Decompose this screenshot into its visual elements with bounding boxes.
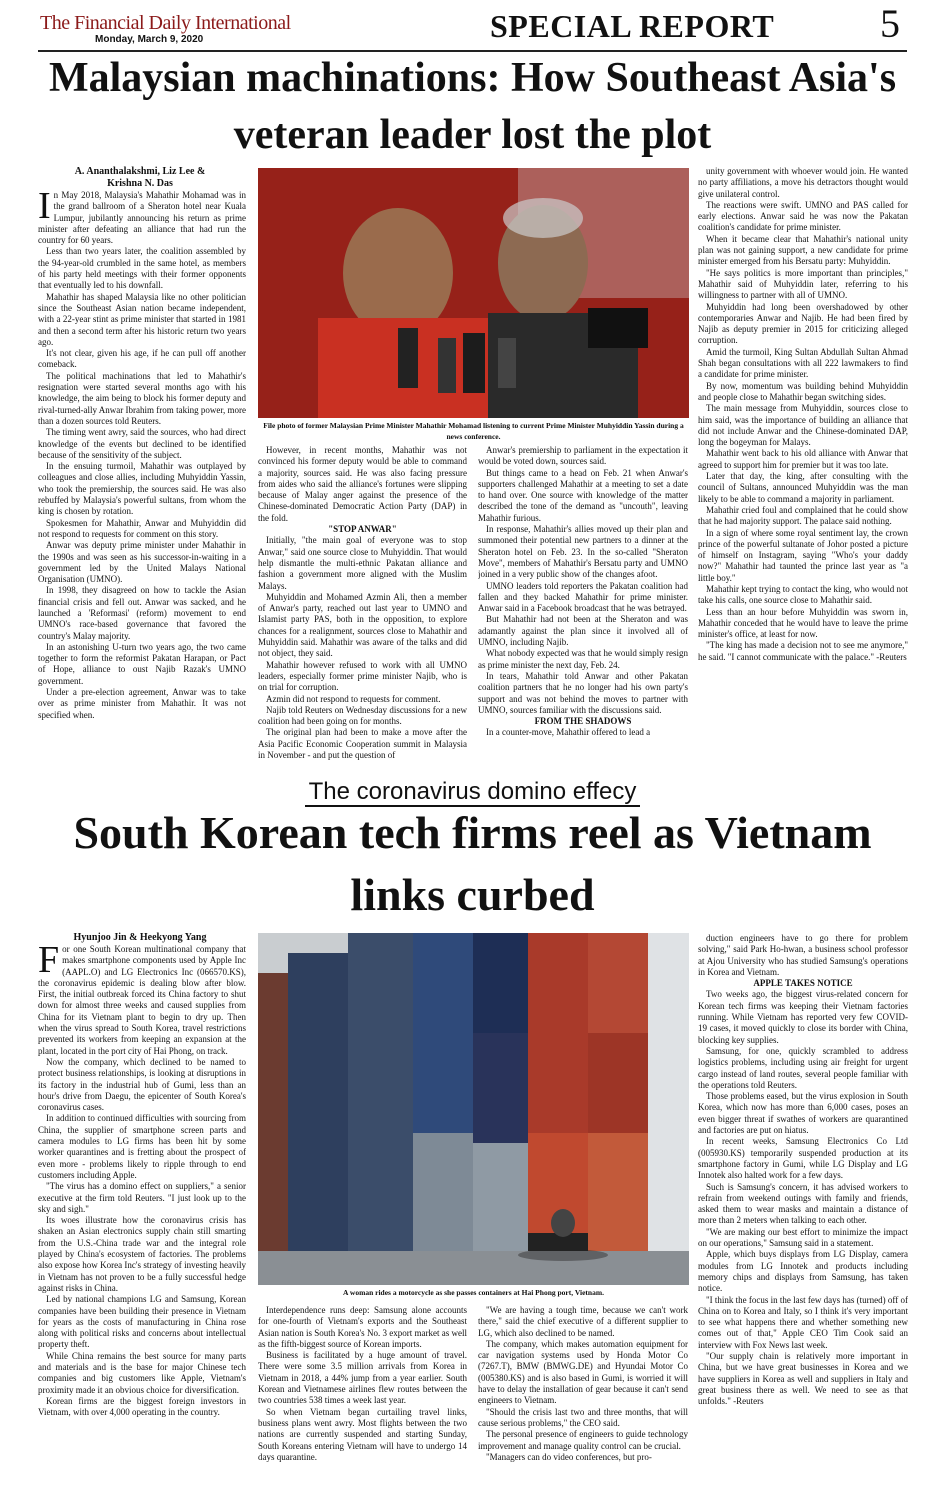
paragraph: In response, Mahathir's allies moved up their plan and summoned their potential new partners to a dinner at the Sheraton hotel on Feb. 23. In the so-called "Sheraton Move", members of Mahathir's Bersatu party and UMNO joined in a very public show of the changes afoot. bbox=[478, 524, 688, 580]
paragraph: Mahathir has shaped Malaysia like no other politician since the Southeast Asian nation became independent, with a 22-year stint as prime minister that started in 1981 and then a second term after his historic return two years ago. bbox=[38, 291, 246, 347]
story1-photo bbox=[258, 168, 689, 418]
paragraph: Samsung, for one, quickly scrambled to address logistics problems, including using air freight for urgent cargo instead of land routes, several people familiar with the operations told Reuters. bbox=[698, 1045, 908, 1090]
story1-photo-image bbox=[258, 168, 689, 418]
paragraph: Mahathir went back to his old alliance with Anwar that agreed to support him for premier but it was too late. bbox=[698, 448, 908, 470]
paragraph: Its woes illustrate how the coronavirus crisis has shaken an Asian electronics supply chain still smarting from the U.S.-China trade war and the integral role played by China's ecosystem of factories. The problems also expose how Korea Inc's strategy of investing heavily in Vietnam has not proven to be a fully successful hedge against risks in China. bbox=[38, 1215, 246, 1293]
masthead-name: The Financial Daily International bbox=[40, 12, 291, 34]
paragraph: Initially, "the main goal of everyone was to stop Anwar," said one source close to Muhyiddin. That would help dismantle the multi-ethnic Pakatan alliance and fashion a government more aligned with the Muslim Malays. bbox=[258, 535, 467, 591]
paragraph: In addition to continued difficulties with sourcing from China, the supplier of smartphone screen parts and camera modules to LG firms has been hit by some worker quarantines and is fretting about the prospect of even more - problems likely to ripple through to end customers including Apple. bbox=[38, 1113, 246, 1180]
paragraph: "Our supply chain is relatively more important in China, but we have great businesses in Korea and we have suppliers in Korea as well and suppliers in Italy and great business there as well. We need to see as that unfolds." -Reuters bbox=[698, 1350, 908, 1407]
story1-dropcap: I bbox=[38, 190, 51, 227]
story2-byline: Hyunjoo Jin & Heekyong Yang bbox=[73, 932, 207, 943]
paragraph: Two weeks ago, the biggest virus-related concern for Korean tech firms was keeping their Vietnam factories running. While Vietnam has reported very few COVID-19 cases, it moved quickly to close its border with China, blocking key supplies. bbox=[698, 989, 908, 1045]
paragraph: It's not clear, given his age, if he can pull off another comeback. bbox=[38, 348, 246, 370]
paragraph: In recent weeks, Samsung Electronics Co Ltd (005930.KS) temporarily suspended production at its smartphone factory in Gumi, while LG Display and LG Innotek also halted work for a few days. bbox=[698, 1136, 908, 1181]
paragraph: Anwar was deputy prime minister under Mahathir in the 1990s and was seen as his successor-in-waiting in a government led by the United Malays National Organisation (UMNO). bbox=[38, 540, 246, 585]
story2-dropcap: F bbox=[38, 944, 60, 981]
paragraph: "The king has made a decision not to see me anymore," he said. "I cannot communicate with the palace." -Reuters bbox=[698, 640, 908, 662]
story2-column-3-body bbox=[478, 1305, 688, 1463]
paragraph: But Mahathir had not been at the Sheraton and was adamantly against the plan since it involved all of UMNO, including Najib. bbox=[478, 614, 688, 648]
story2-column-2-body bbox=[258, 1305, 467, 1463]
paragraph: But things came to a head on Feb. 21 when Anwar's supporters challenged Mahathir at a meeting to set a date to hand over. One source with knowledge of the matter described the tone of the demand as "uncouth", leaving Mahathir furious. bbox=[478, 467, 688, 523]
story2-column-1 bbox=[38, 944, 246, 1496]
story1-column-3-body bbox=[478, 445, 688, 739]
paragraph: "STOP ANWAR" bbox=[328, 524, 397, 535]
paragraph: In a counter-move, Mahathir offered to lead a bbox=[486, 727, 651, 738]
paragraph: Mahathir however refused to work with all UMNO leaders, especially former prime minister Najib, who is on trial for corruption. bbox=[258, 659, 467, 693]
paragraph: Spokesmen for Mahathir, Anwar and Muhyiddin did not respond to requests for comment on this story. bbox=[38, 517, 246, 539]
paragraph: The reactions were swift. UMNO and PAS called for early elections. Anwar said he was now the Pakatan coalition's candidate for prime minister. bbox=[698, 199, 908, 233]
story2-column-2 bbox=[258, 1305, 467, 1497]
story1-headline: Malaysian machinations: How Southeast Asia's veteran leader lost the plot bbox=[48, 55, 897, 158]
paragraph: Muhyiddin had long been overshadowed by other contemporaries Anwar and Najib. He had been fired by Najib as deputy premier in 2015 for criticizing alleged corruption. bbox=[698, 301, 908, 346]
paragraph: Later that day, the king, after consulting with the council of Sultans, announced Muhyiddin was the man likely to be able to command a majority in parliament. bbox=[698, 471, 908, 504]
story1-column-4-body bbox=[698, 166, 908, 663]
paragraph: UMNO leaders told reporters the Pakatan coalition had fallen and they backed Mahathir for prime minister. Anwar said in a Facebook broadcast that he was betrayed. bbox=[478, 580, 688, 614]
paragraph: The original plan had been to make a move after the Asia Pacific Economic Cooperation summit in Malaysia in November - and put the question of bbox=[258, 727, 467, 761]
paragraph: "I think the focus in the last few days has (turned) off of China on to Korea and Italy, so I think it's very important to see what happens there and whether something new comes out of that," Apple CEO Tim Cook said an interview with Fox News last week. bbox=[698, 1294, 908, 1350]
story2-headline: South Korean tech firms reel as Vietnam links curbed bbox=[73, 807, 872, 920]
paragraph: By now, momentum was building behind Muhyiddin and people close to Mahathir began switching sides. bbox=[698, 380, 908, 402]
paragraph: Azmin did not respond to requests for comment. bbox=[266, 693, 441, 704]
paragraph: The main message from Muhyiddin, sources close to him said, was the importance of building an alliance that did not include Anwar and the Chinese-dominated DAP, long the bogeyman for Malays. bbox=[698, 403, 908, 448]
paragraph: or one South Korean multinational company that makes smartphone components used by Apple Inc (AAPL.O) and LG Electronics Inc (066570.KS), the coronavirus epidemic is dealing blow after blow. First, the initial outbreak forced its China factory to shut down for almost three weeks and caused supplies from China for its Vietnam plant to begin to dry up. Then when the virus spread to South Korea, travel restrictions prevented its workers from keeping an expansion at the plant, located in the port city of Hai Phong, on track. bbox=[38, 944, 246, 1056]
paragraph: Amid the turmoil, King Sultan Abdullah Sultan Ahmad Shah began consultations with all 222 lawmakers to find a candidate for prime minister. bbox=[698, 346, 908, 380]
paragraph: In a sign of where some royal sentiment lay, the crown prince of the powerful sultanate of Johor posted a picture of himself on Instagram, saying "Who's your daddy now?" Mahathir had taunted the prince last year as "a little boy." bbox=[698, 527, 908, 583]
paragraph: What nobody expected was that he would simply resign as prime minister the next day, Feb. 24. bbox=[478, 648, 688, 670]
paragraph: So when Vietnam began curtailing travel links, business plans went awry. Most flights between the two nations are currently suspended and starting Sunday, South Koreans entering Vietnam will have to undergo 14 days quarantine. bbox=[258, 1406, 467, 1462]
paragraph: In 1998, they disagreed on how to tackle the Asian financial crisis and fell out. Anwar was sacked, and he launched a 'Reformasi' (reform) movement to end UMNO's race-based governance that favored the country's Malay majority. bbox=[38, 585, 246, 641]
paragraph: The political machinations that led to Mahathir's resignation were started several months ago with his knowledge, the aim being to block his former deputy and rival-turned-ally Anwar Ibrahim from taking power, more than a dozen sources told Reuters. bbox=[38, 370, 246, 426]
story1-column-1 bbox=[38, 190, 246, 770]
story1-column-3 bbox=[478, 445, 688, 770]
paragraph: FROM THE SHADOWS bbox=[534, 716, 632, 727]
story2-column-3 bbox=[478, 1305, 688, 1497]
paragraph: Those problems eased, but the virus explosion in South Korea, which now has more than 6,000 cases, poses an even bigger threat if swathes of workers are quarantined and factories are put on hiatus. bbox=[698, 1091, 908, 1136]
story2-column-4 bbox=[698, 933, 908, 1497]
story1-column-2-body bbox=[258, 445, 467, 761]
story1-column-2 bbox=[258, 445, 467, 770]
paragraph: Led by national champions LG and Samsung, Korean companies have been building their presence in Vietnam for years as the costs of manufacturing in China rose along with political risks and concerns about intellectual property theft. bbox=[38, 1294, 246, 1350]
paragraph: duction engineers have to go there for problem solving," said Park Ho-hwan, a business school professor at Ajou University who has studied Samsung's operations in Korea and Vietnam. bbox=[698, 933, 908, 977]
paragraph: Mahathir kept trying to contact the king, who would not take his calls, one source close to Mahathir said. bbox=[698, 583, 908, 606]
paragraph: Najib told Reuters on Wednesday discussions for a new coalition had been going on for months. bbox=[258, 704, 467, 727]
paragraph: Korean firms are the biggest foreign investors in Vietnam, with over 4,000 operating in the country. bbox=[38, 1395, 246, 1418]
paragraph: "The virus has a domino effect on suppliers," a senior executive at the firm told Reuters. "I just look up to the sky and sigh." bbox=[38, 1181, 246, 1214]
paragraph: n May 2018, Malaysia's Mahathir Mohamad was in the grand ballroom of a Sheraton hotel near Kuala Lumpur, jubilantly announcing his return as prime minister after defeating an alliance that had run the country for 60 years. bbox=[38, 190, 246, 246]
story2-photo-caption: A woman rides a motorcycle as she passes containers at Hai Phong port, Vietnam. bbox=[343, 1288, 604, 1297]
story2-column-1-body bbox=[38, 944, 246, 1418]
paragraph: Now the company, which declined to be named to protect business relationships, is looking at disruptions in its factory in the industrial hub of Gumi, less than an hour's drive from Daegu, the epicenter of South Korea's coronavirus cases. bbox=[38, 1056, 246, 1113]
story1-column-1-body bbox=[38, 190, 246, 721]
paragraph: The company, which makes automation equipment for car navigation systems used by Honda Motor Co (7267.T), BMW (BMWG.DE) and Hyundai Motor Co (005380.KS) and is also based in Gumi, is worried it will have to delay the installation of gear because it can't send engineers to Vietnam. bbox=[478, 1338, 688, 1406]
story1-column-4 bbox=[698, 166, 908, 770]
paragraph: "Should the crisis last two and three months, that will cause serious problems," the CEO said. bbox=[478, 1406, 688, 1428]
story1-byline bbox=[40, 166, 240, 190]
paragraph: Anwar's premiership to parliament in the expectation it would be voted down, sources said. bbox=[478, 445, 688, 467]
paragraph: "He says politics is more important than principles," Mahathir said of Muhyiddin later, referring to his willingness to partner with all of UMNO. bbox=[698, 267, 908, 301]
paragraph: However, in recent months, Mahathir was not convinced his former deputy would be able to command a majority, sources said. He was also facing pressure from aides who said the alliance's fortunes were slipping because of Malay anger against the presence of the Chinese-dominated Democratic Action Party (DAP) in the fold. bbox=[258, 445, 467, 523]
paragraph: "Managers can do video conferences, but pro- bbox=[486, 1451, 652, 1462]
paragraph: Less than two years later, the coalition assembled by the 94-year-old crumbled in the same hotel, as members of his party held meetings with their former opponents that eventually led to his downfall. bbox=[38, 246, 246, 291]
paragraph: APPLE TAKES NOTICE bbox=[753, 978, 853, 989]
story2-kicker-text: The coronavirus domino effecy bbox=[305, 778, 641, 807]
story1-byline-line1: A. Ananthalakshmi, Liz Lee & bbox=[74, 166, 206, 177]
paragraph: Business is facilitated by a huge amount of travel. There were some 3.5 million arrivals from Korea in Vietnam in 2018, a 44% jump from a year earlier. South Korean and Vietnamese airlines flew routes between the two countries 538 times a week last year. bbox=[258, 1350, 467, 1406]
paragraph: In an astonishing U-turn two years ago, the two came together to form the reformist Pakatan Harapan, or Pact of Hope, alliance to oust Najib Razak's UMNO government. bbox=[38, 641, 246, 686]
section-title: SPECIAL REPORT bbox=[490, 8, 775, 44]
paragraph: Less than an hour before Muhyiddin was sworn in, Mahathir conceded that he would have to leave the prime minister's office, at least for now. bbox=[698, 606, 908, 640]
paragraph: Under a pre-election agreement, Anwar was to take over as prime minister from Mahathir. It was not specified when. bbox=[38, 687, 246, 720]
paragraph: unity government with whoever would join. He wanted no party affiliations, a move his detractors thought would give unilateral control. bbox=[698, 166, 908, 199]
story2-column-4-body bbox=[698, 933, 908, 1407]
paragraph: Mahathir cried foul and complained that he could show that he had majority support. The palace said nothing. bbox=[698, 504, 908, 527]
masthead-date: Monday, March 9, 2020 bbox=[95, 34, 204, 45]
paragraph: "We are making our best effort to minimize the impact on our operations," Samsung said in a statement. bbox=[698, 1226, 908, 1249]
paragraph: In tears, Mahathir told Anwar and other Pakatan coalition partners that he no longer had his own party's support and was not behind the moves to partner with UMNO, sources familiar with the discussions said. bbox=[478, 670, 688, 715]
paragraph: "We are having a tough time, because we can't work there," said the chief executive of a different supplier to LG, which also declined to be named. bbox=[478, 1305, 688, 1338]
story2-photo bbox=[258, 933, 689, 1285]
story2-photo-image bbox=[258, 933, 689, 1285]
paragraph: While China remains the best source for many parts and materials and is the base for major Chinese tech companies and big customers like Apple, Vietnam's proximity made it an obvious choice for diversification. bbox=[38, 1350, 246, 1395]
paragraph: Interdependence runs deep: Samsung alone accounts for one-fourth of Vietnam's exports and the Southeast Asian nation is South Korea's No. 3 export market as well as the fifth-biggest source of Korean imports. bbox=[258, 1305, 467, 1349]
story1-byline-line2: Krishna N. Das bbox=[107, 178, 173, 189]
paragraph: The personal presence of engineers to guide technology improvement and manage quality control can be crucial. bbox=[478, 1429, 688, 1451]
paragraph: When it became clear that Mahathir's national unity plan was not gaining support, a new candidate for prime minister emerged from his Bersatu party: Muhyiddin. bbox=[698, 233, 908, 267]
paragraph: Apple, which buys displays from LG Display, camera modules from LG Innotek and products including memory chips and displays from Samsung, has taken notice. bbox=[698, 1249, 908, 1294]
story1-photo-caption: File photo of former Malaysian Prime Minister Mahathir Mohamad listening to current Prime Minister Muhyiddin Yassin during a news conference. bbox=[263, 421, 684, 441]
paragraph: Such is Samsung's concern, it has advised workers to refrain from weekend outings with family and friends, asked them to wear masks and maintain a distance of more than 2 meters when talking to each other. bbox=[698, 1181, 908, 1226]
paragraph: Muhyiddin and Mohamed Azmin Ali, then a member of Anwar's party, reached out last year to UMNO and Islamist party PAS, both in the opposition, to explore chances for a realignment, sources close to Mahathir and Muhyiddin said. Mahathir was aware of the talks and did not object, they said. bbox=[258, 591, 467, 659]
paragraph: The timing went awry, said the sources, who had direct knowledge of the events but declined to be identified because of the sensitivity of the subject. bbox=[38, 427, 246, 460]
paragraph: In the ensuing turmoil, Mahathir was outplayed by colleagues and close allies, including Muhyiddin Yassin, who took the premiership, the sources said. He was also rebuffed by Malaysia's powerful sultans, from whom the king is chosen by rotation. bbox=[38, 461, 246, 517]
page-number: 5 bbox=[880, 1, 900, 46]
